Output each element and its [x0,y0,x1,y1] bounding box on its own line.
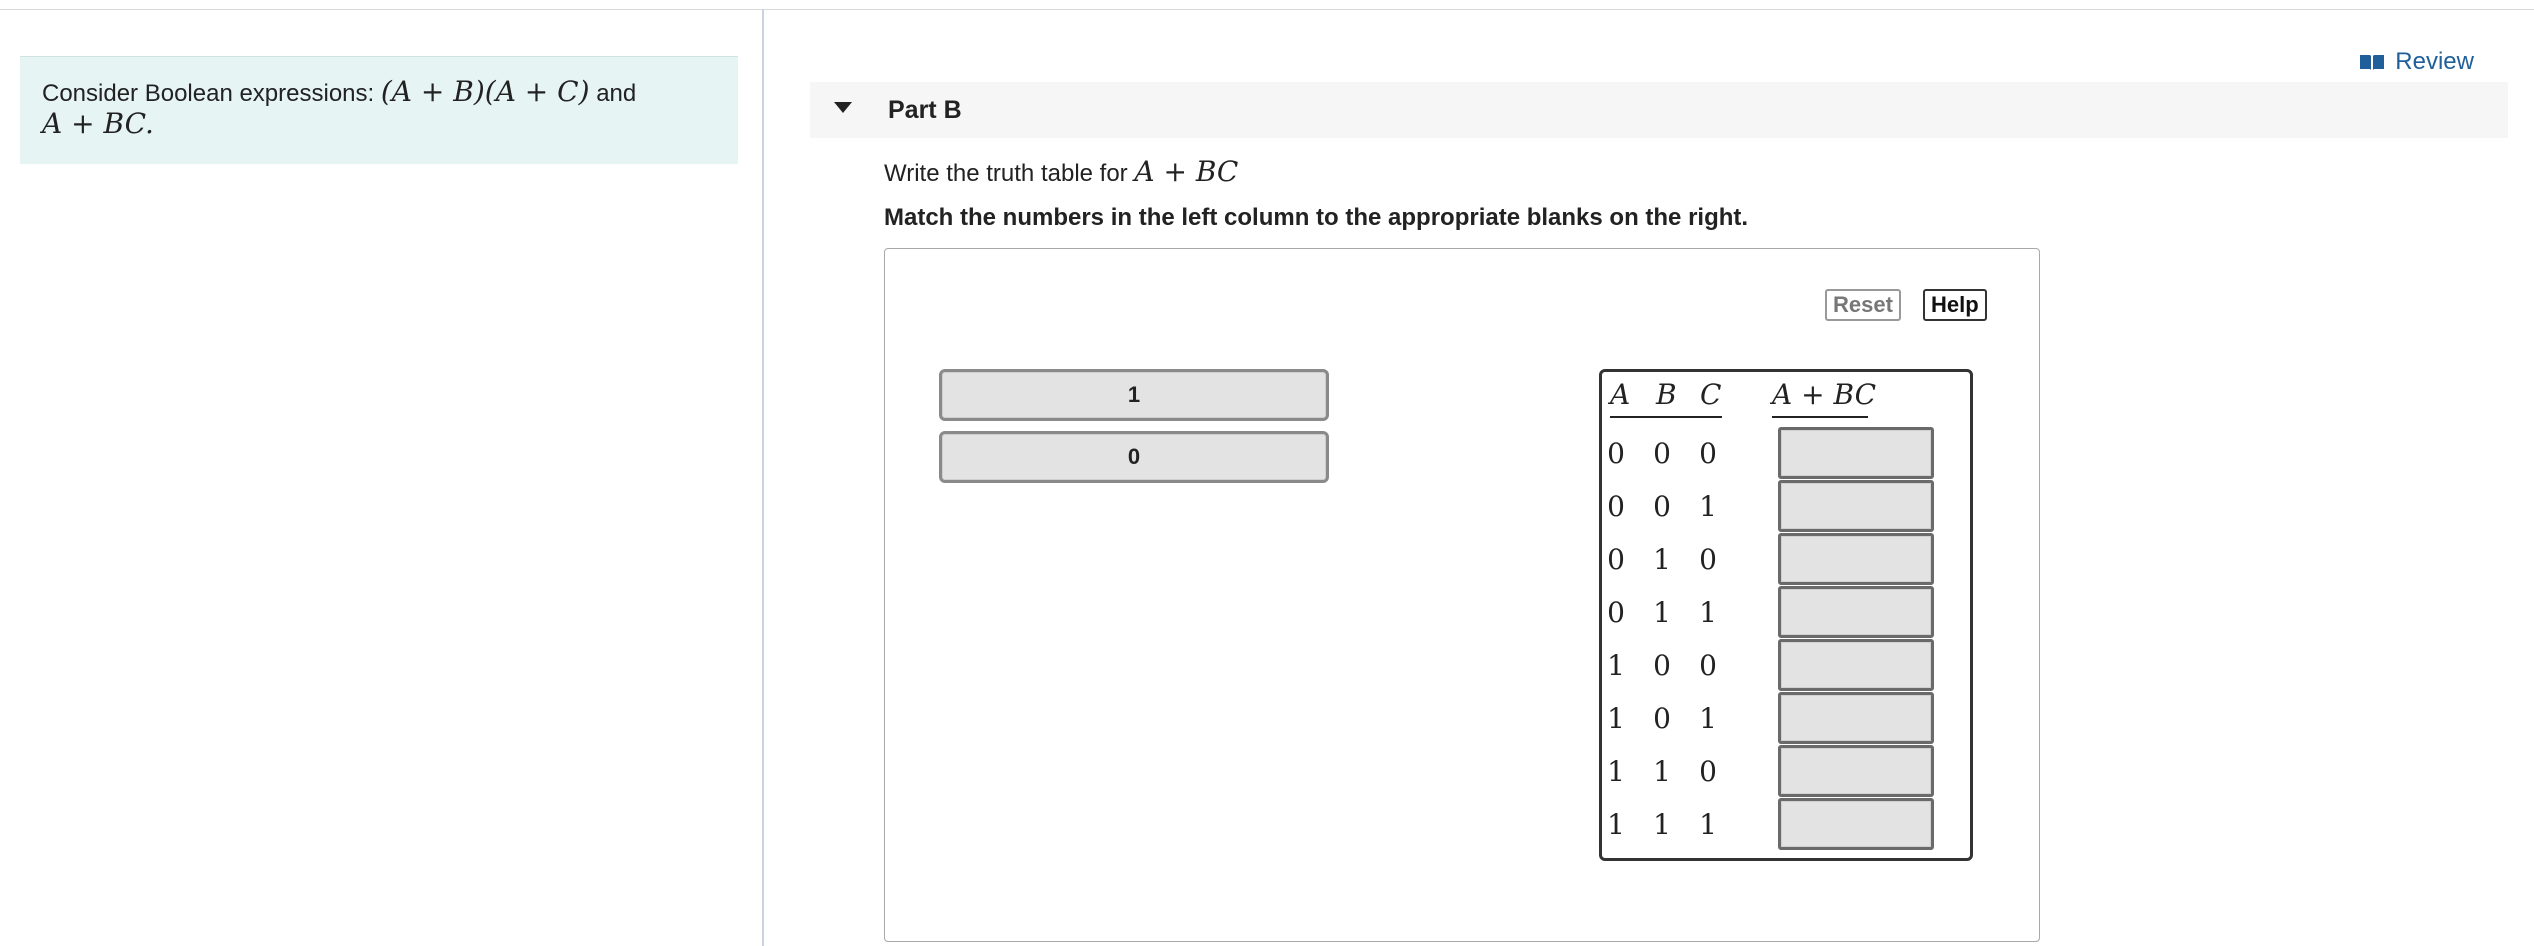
answer-drop-target[interactable] [1778,533,1934,585]
context-conj: and [589,80,637,107]
draggable-chip-0[interactable]: 0 [939,431,1329,483]
part-b-header[interactable] [810,82,2508,138]
table-cell: 0 [1607,543,1625,576]
answer-drop-target[interactable] [1778,427,1934,479]
table-cell: 1 [1699,596,1717,629]
truth-table [1599,369,1973,861]
context-expr2: A + BC. [42,107,154,140]
context-expr1: (A + B)(A + C) [380,75,590,108]
table-cell: 0 [1699,755,1717,788]
part-title: Part B [888,96,962,124]
book-icon [2359,53,2385,71]
table-cell: 0 [1653,490,1671,523]
answer-drop-target[interactable] [1778,480,1934,532]
answer-drop-target[interactable] [1778,745,1934,797]
table-cell: 1 [1653,596,1671,629]
instruction [884,155,1238,188]
header-underline-inputs [1610,416,1722,418]
top-border [0,9,2534,10]
problem-context [20,56,738,164]
table-cell: 0 [1607,437,1625,470]
header-output: A + BC [1772,378,1877,411]
review-link[interactable] [2359,48,2474,76]
header-b: B [1656,378,1677,411]
table-cell: 1 [1607,808,1625,841]
table-cell: 0 [1699,437,1717,470]
context-prefix: Consider Boolean expressions: [42,80,381,107]
answer-drop-target[interactable] [1778,586,1934,638]
header-a: A [1610,378,1631,411]
match-instruction: Match the numbers in the left column to the appropriate blanks on the right. [884,204,1749,231]
header-c: C [1700,378,1722,411]
table-cell: 1 [1607,649,1625,682]
table-cell: 1 [1653,808,1671,841]
table-cell: 0 [1653,702,1671,735]
answer-drop-target[interactable] [1778,692,1934,744]
collapse-caret-icon[interactable] [834,102,852,113]
table-cell: 1 [1653,543,1671,576]
table-cell: 0 [1699,649,1717,682]
table-cell: 0 [1653,649,1671,682]
review-label: Review [2395,48,2474,75]
instruction-expr: A + BC [1134,155,1239,188]
panel-divider [762,9,764,946]
reset-button[interactable]: Reset [1825,289,1901,321]
table-cell: 1 [1699,808,1717,841]
draggable-chip-1[interactable]: 1 [939,369,1329,421]
table-cell: 0 [1653,437,1671,470]
header-underline-output [1772,416,1868,418]
table-cell: 1 [1607,702,1625,735]
table-cell: 0 [1607,596,1625,629]
table-cell: 1 [1699,490,1717,523]
answer-drop-target[interactable] [1778,639,1934,691]
table-cell: 0 [1607,490,1625,523]
help-button[interactable]: Help [1923,289,1987,321]
table-cell: 1 [1653,755,1671,788]
table-cell: 1 [1607,755,1625,788]
answer-drop-target[interactable] [1778,798,1934,850]
table-cell: 0 [1699,543,1717,576]
instruction-prefix: Write the truth table for [884,160,1135,187]
table-cell: 1 [1699,702,1717,735]
drag-drop-workspace [884,248,2040,942]
